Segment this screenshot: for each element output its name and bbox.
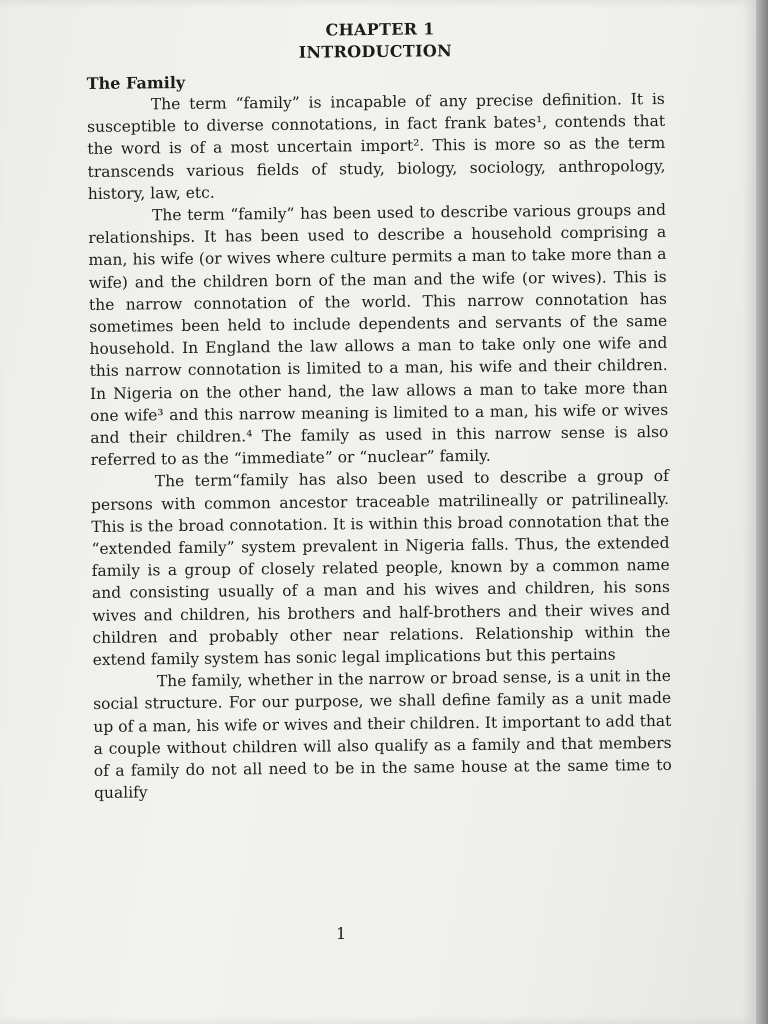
paragraph-1: The term “family” is incapable of any precise definition. It is susceptible to diverse connotations, in fact frank bates¹, contends that the word is of a most uncertain import². This is more so as the term transcends various fields of study, biology, sociology, anthropology, history, law, etc. bbox=[87, 89, 666, 203]
page-edge-shadow bbox=[756, 0, 768, 1024]
chapter-title: INTRODUCTION bbox=[298, 41, 453, 62]
paragraph-3: The term“family has also been used to describe a group of persons with common ancestor traceable matrilineally or patrilineally. This is the broad connotation. It is within this broad connotation that the “extended family” system prevalent in Nigeria falls. Thus, the extended family is a group of closely related people, known by a common name and consisting usually of a man and his wives and children, his sons wives and children, his brothers and half-brothers and their wives and children and probably other near relations. Relationship within the extend family system has sonic legal implications but this pertains bbox=[90, 467, 671, 670]
section-heading: The Family bbox=[86, 72, 186, 93]
paragraph-2: The term “family” has been used to describe various groups and relationships. It has been used to describe a household comprising a man, his wife (or wives where culture permits a man to take more than a wife) and the children born of the man and the wife (or wives). This is the narrow connotation of the world. This narrow connotation has sometimes been held to include dependents and servants of the same household. In England the law allows a man to take only one wife and this narrow connotation is limited to a man, his wife and their children. In Nigeria on the other hand, the law allows a man to take more than one wife³ and this narrow meaning is limited to a man, his wife or wives and their children.⁴ The family as used in this narrow sense is also referred to as the “immediate” or “nuclear” family. bbox=[88, 200, 669, 470]
chapter-number: CHAPTER 1 bbox=[325, 19, 435, 40]
page-text-block bbox=[86, 16, 672, 805]
paragraph-4: The family, whether in the narrow or broad sense, is a unit in the social structure. For our purpose, we shall define family as a unit made up of a man, his wife or wives and their children. It important to add that a couple without children will also qualify as a family and that members of a family do not all need to be in the same house at the same time to qualify bbox=[93, 667, 672, 803]
page-number: 1 bbox=[336, 924, 347, 943]
